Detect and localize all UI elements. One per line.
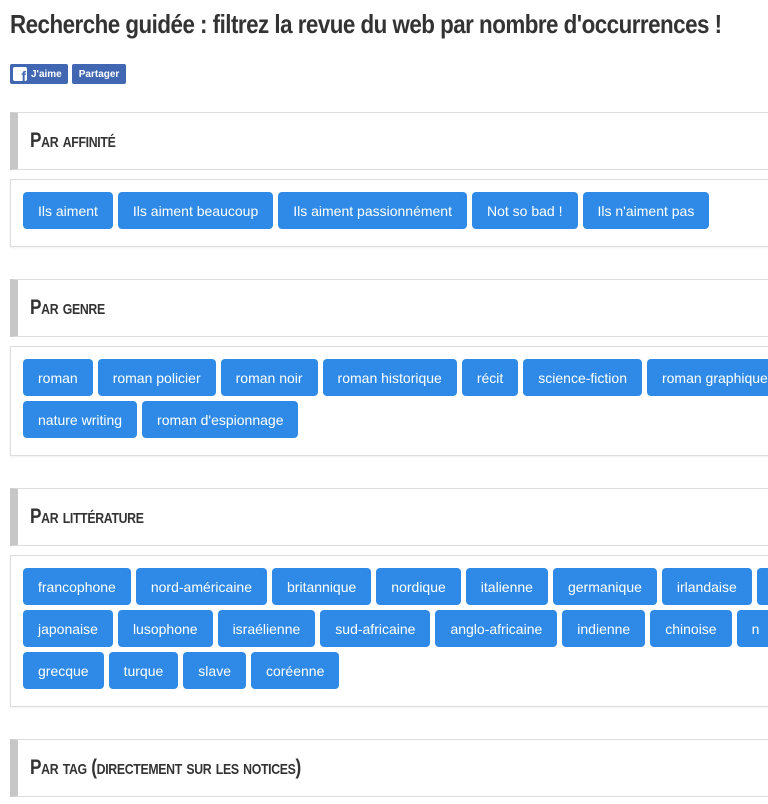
facebook-icon xyxy=(13,67,27,81)
tag-button[interactable]: n xyxy=(737,610,768,647)
tag-button[interactable]: Ils aiment xyxy=(23,192,113,229)
section-body-genre xyxy=(10,346,768,456)
facebook-icon-glyph: f xyxy=(21,68,26,81)
tag-button[interactable]: science-fiction xyxy=(523,359,642,396)
tag-button[interactable]: britannique xyxy=(272,568,371,605)
tag-button[interactable]: lusophone xyxy=(118,610,213,647)
tag-button[interactable]: roman graphique xyxy=(647,359,768,396)
tag-button[interactable]: nature writing xyxy=(23,401,137,438)
tag-button[interactable]: Ils n'aiment pas xyxy=(583,192,710,229)
tag-row xyxy=(23,610,768,647)
tag-row xyxy=(23,652,768,689)
tag-button[interactable]: Ils aiment beaucoup xyxy=(118,192,273,229)
tag-button[interactable]: anglo-africaine xyxy=(435,610,557,647)
tag-button[interactable]: roman policier xyxy=(98,359,216,396)
tag-button[interactable]: japonaise xyxy=(23,610,113,647)
tag-button[interactable]: irlandaise xyxy=(662,568,752,605)
tag-button[interactable]: francophone xyxy=(23,568,131,605)
facebook-like-button[interactable] xyxy=(10,64,68,84)
facebook-share-button[interactable] xyxy=(72,64,127,84)
tag-button[interactable]: germanique xyxy=(553,568,657,605)
section-title-affinite: Par affinité xyxy=(30,129,116,152)
tag-button[interactable]: coréenne xyxy=(251,652,339,689)
facebook-share-label: Partager xyxy=(78,68,120,80)
tag-button[interactable]: roman noir xyxy=(221,359,318,396)
section-header-genre xyxy=(10,279,768,337)
tag-button[interactable]: nord-américaine xyxy=(136,568,267,605)
tag-button[interactable]: turque xyxy=(109,652,179,689)
section-header-litterature xyxy=(10,488,768,546)
tag-button[interactable]: roman historique xyxy=(323,359,457,396)
tag-button[interactable]: israélienne xyxy=(218,610,316,647)
tag-row xyxy=(23,568,768,605)
tag-button[interactable]: nordique xyxy=(376,568,461,605)
section-body-litterature xyxy=(10,555,768,707)
tag-button[interactable]: indienne xyxy=(562,610,645,647)
tag-button[interactable]: Ils aiment passionnément xyxy=(278,192,467,229)
section-title-genre: Par genre xyxy=(30,296,105,319)
tag-button[interactable]: récit xyxy=(462,359,518,396)
tag-button[interactable]: slave xyxy=(183,652,246,689)
tag-button[interactable]: italienne xyxy=(466,568,548,605)
tag-row xyxy=(23,192,768,229)
section-body-affinite xyxy=(10,179,768,247)
tag-button[interactable]: chinoise xyxy=(650,610,731,647)
section-title-tag: Par tag (directement sur les notices) xyxy=(30,756,301,779)
tag-row xyxy=(23,359,768,396)
section-header-affinite xyxy=(10,112,768,170)
tag-row xyxy=(23,401,768,438)
tag-button[interactable]: roman d'espionnage xyxy=(142,401,298,438)
tag-button[interactable]: roman xyxy=(23,359,93,396)
tag-button[interactable]: sud-africaine xyxy=(320,610,430,647)
page-title: Recherche guidée : filtrez la revue du web par nombre d'occurrences ! xyxy=(10,9,722,39)
tag-button[interactable]: grecque xyxy=(23,652,104,689)
section-header-tag xyxy=(10,739,768,797)
social-buttons xyxy=(10,64,126,84)
tag-button[interactable]: Not so bad ! xyxy=(472,192,578,229)
section-title-litterature: Par littérature xyxy=(30,505,144,528)
facebook-like-label: J'aime xyxy=(31,68,62,80)
tag-button[interactable] xyxy=(757,568,768,605)
